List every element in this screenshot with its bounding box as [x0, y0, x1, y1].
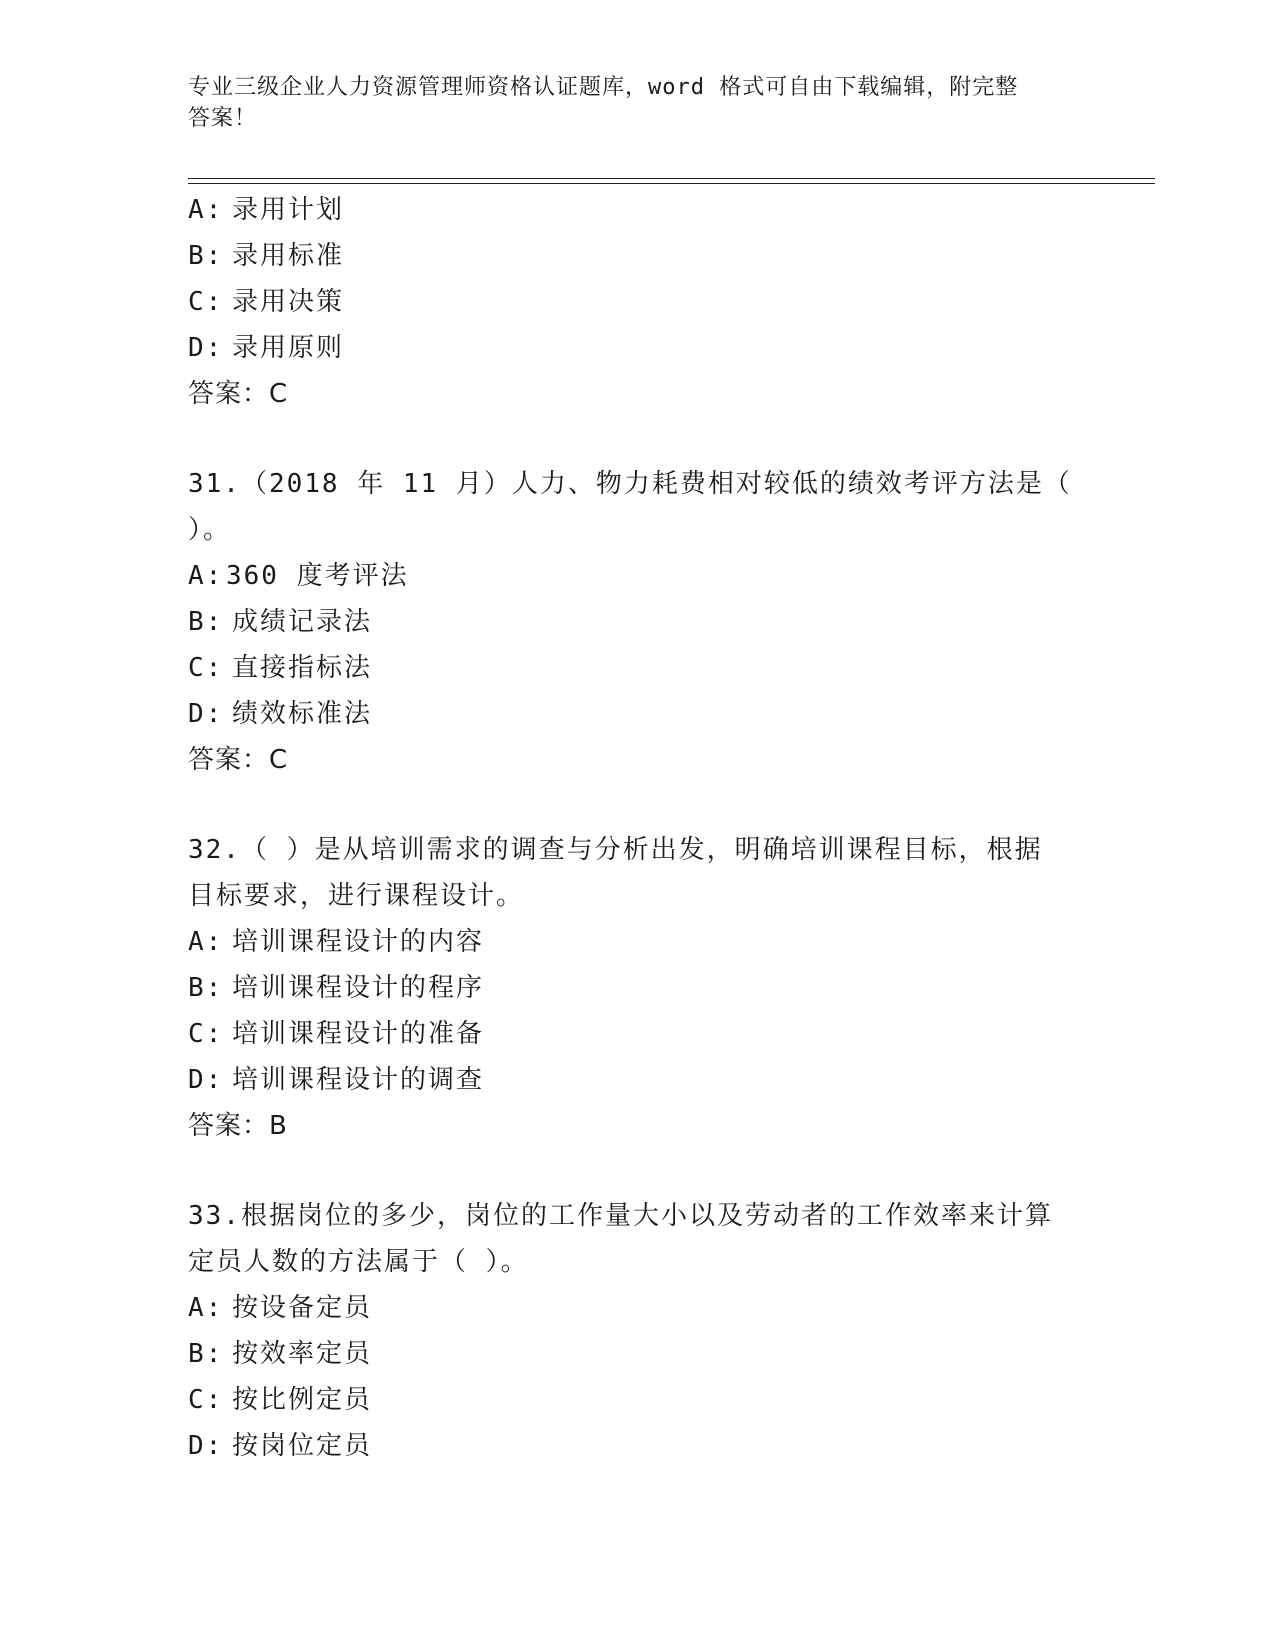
- option-text: 按效率定员: [232, 1339, 373, 1369]
- option-a: [188, 187, 1088, 233]
- question-stem-line: 目标要求，进行课程设计。: [188, 881, 525, 911]
- answer-line: 答案：C: [188, 745, 289, 775]
- option-label: C:: [188, 1385, 224, 1415]
- option-label: A:: [188, 195, 224, 225]
- option-label: C:: [188, 1019, 224, 1049]
- option-label: A:: [188, 1293, 224, 1323]
- option-c: [188, 1377, 1088, 1423]
- question-stem-line: ）。: [188, 515, 232, 545]
- header-line-2: 答案！: [188, 106, 258, 131]
- option-label: B:: [188, 973, 224, 1003]
- option-c: [188, 279, 1088, 325]
- option-b: [188, 965, 1088, 1011]
- option-text: 成绩记录法: [232, 607, 373, 637]
- option-text: 录用原则: [232, 333, 345, 363]
- question-stem-line: 定员人数的方法属于（ ）。: [188, 1247, 529, 1277]
- option-c: [188, 1011, 1088, 1057]
- option-label: D:: [188, 1431, 224, 1461]
- option-text: 直接指标法: [232, 653, 373, 683]
- option-label: D:: [188, 333, 224, 363]
- option-label: A:: [188, 561, 224, 591]
- option-text: 按比例定员: [232, 1385, 373, 1415]
- option-label: A:: [188, 927, 224, 957]
- option-text: 录用标准: [232, 241, 345, 271]
- option-text: 录用计划: [232, 195, 345, 225]
- option-a: [188, 1285, 1088, 1331]
- option-d: [188, 325, 1088, 371]
- question-content: [188, 187, 1088, 1469]
- header-line-1: 专业三级企业人力资源管理师资格认证题库，word 格式可自由下载编辑，附完整: [188, 75, 1019, 100]
- option-label: D:: [188, 1065, 224, 1095]
- header-divider-top: [188, 178, 1155, 179]
- option-d: [188, 1057, 1088, 1103]
- question-stem-line: 32.（ ）是从培训需求的调查与分析出发，明确培训课程目标，根据: [188, 835, 1043, 865]
- option-label: C:: [188, 287, 224, 317]
- option-a: [188, 919, 1088, 965]
- option-text: 按设备定员: [232, 1293, 373, 1323]
- option-text: 培训课程设计的准备: [232, 1019, 485, 1049]
- option-text: 绩效标准法: [232, 699, 373, 729]
- answer-line: 答案：C: [188, 379, 289, 409]
- option-text: 培训课程设计的调查: [232, 1065, 485, 1095]
- answer-line: 答案：B: [188, 1111, 288, 1141]
- option-label: B:: [188, 1339, 224, 1369]
- option-label: B:: [188, 607, 224, 637]
- option-text: 录用决策: [232, 287, 345, 317]
- option-text: 培训课程设计的程序: [232, 973, 485, 1003]
- option-d: [188, 691, 1088, 737]
- option-b: [188, 233, 1088, 279]
- option-text: 培训课程设计的内容: [232, 927, 485, 957]
- option-c: [188, 645, 1088, 691]
- option-a: [188, 553, 1088, 599]
- option-label: D:: [188, 699, 224, 729]
- option-d: [188, 1423, 1088, 1469]
- question-block-32: [188, 827, 1088, 1149]
- question-stem-line: 33.根据岗位的多少，岗位的工作量大小以及劳动者的工作效率来计算: [188, 1201, 1053, 1231]
- question-stem-line: 31.（2018 年 11 月）人力、物力耗费相对较低的绩效考评方法是（: [188, 469, 1072, 499]
- header-divider-bottom: [188, 183, 1155, 184]
- option-text: 360 度考评法: [226, 561, 409, 591]
- option-b: [188, 599, 1088, 645]
- document-header: [188, 72, 1068, 134]
- option-text: 按岗位定员: [232, 1431, 373, 1461]
- option-label: C:: [188, 653, 224, 683]
- option-b: [188, 1331, 1088, 1377]
- question-block-30: [188, 187, 1088, 417]
- question-block-33: [188, 1193, 1088, 1469]
- question-block-31: [188, 461, 1088, 783]
- option-label: B:: [188, 241, 224, 271]
